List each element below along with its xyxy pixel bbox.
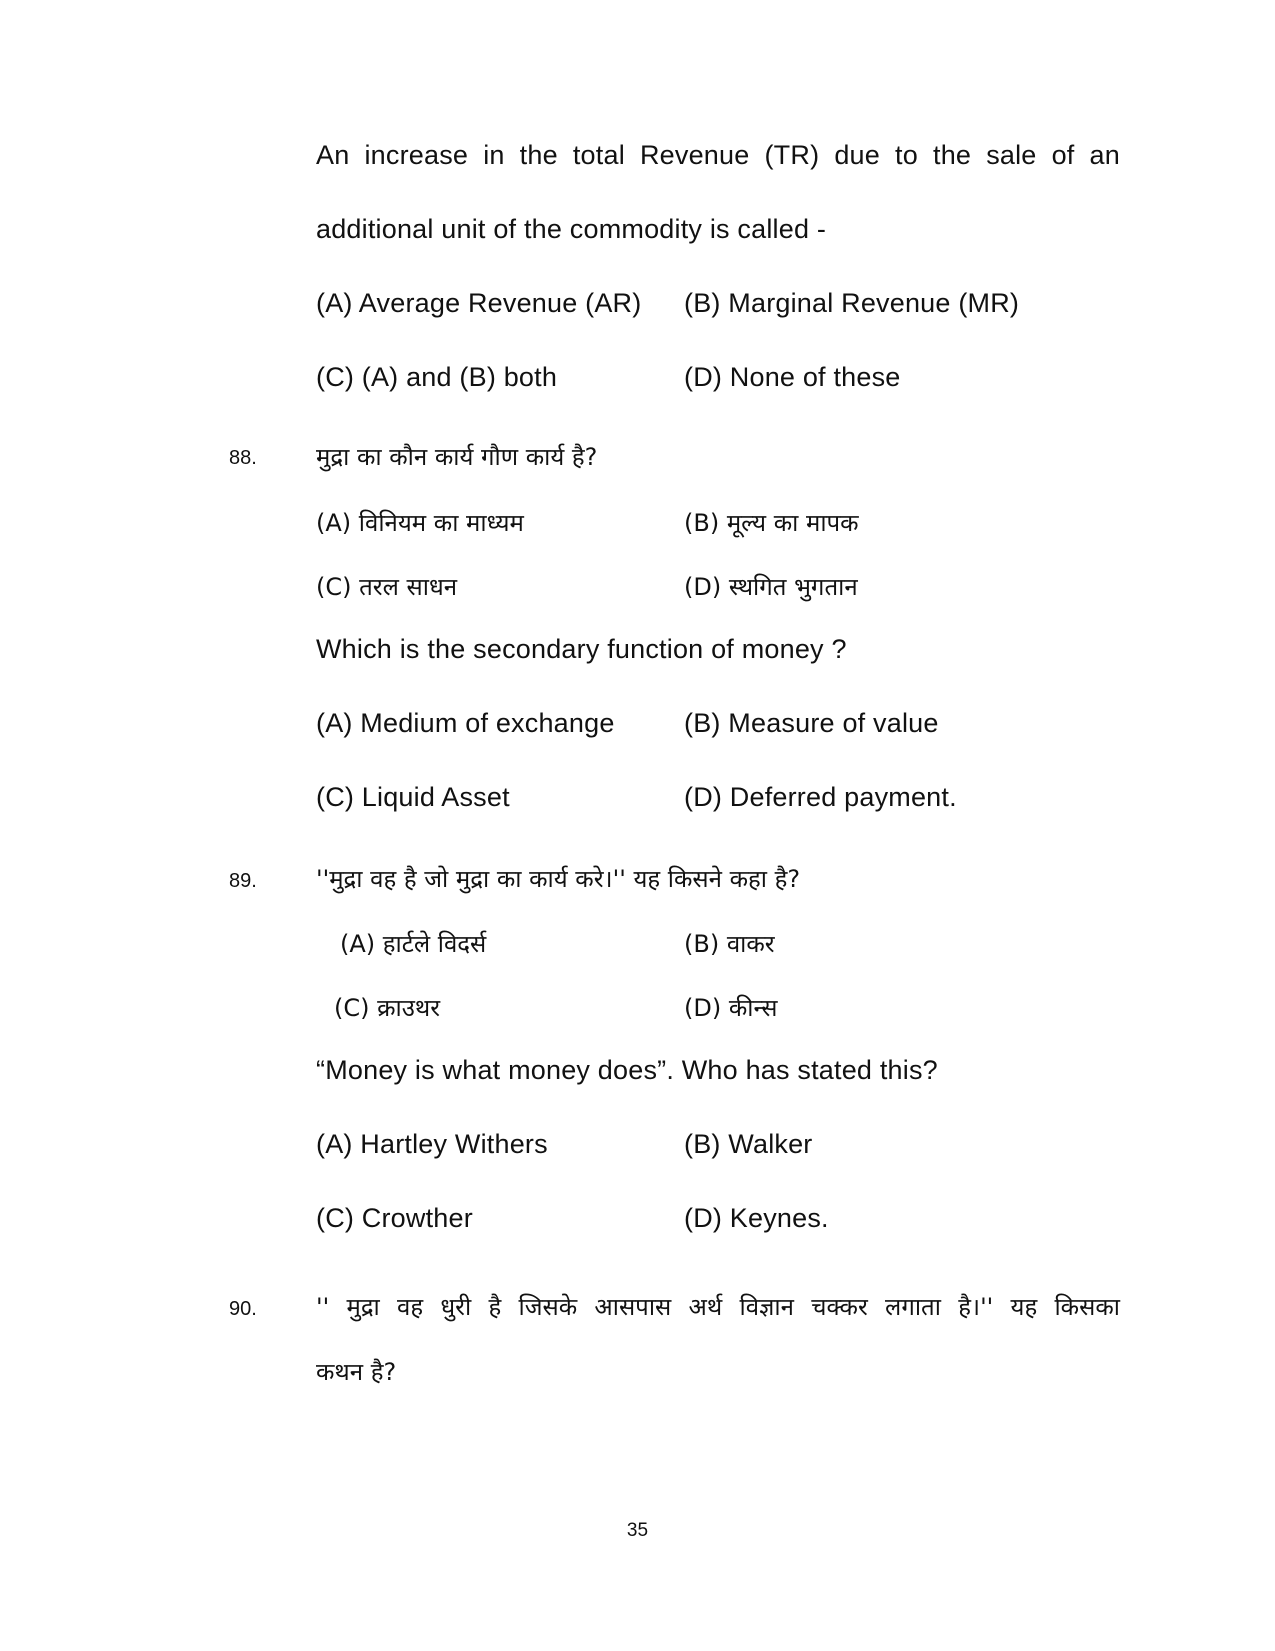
q89-english-option-c: (C) Crowther (316, 1203, 473, 1233)
q87-english-question-line1: An increase in the total Revenue (TR) due to the sale of an (316, 140, 1120, 170)
q90-number: 90. (229, 1298, 257, 1320)
q88-hindi-option-b: (B) मूल्य का मापक (684, 509, 859, 537)
q88-english-option-c: (C) Liquid Asset (316, 782, 510, 812)
q87-option-b: (B) Marginal Revenue (MR) (684, 288, 1020, 318)
q88-hindi-option-a: (A) विनियम का माध्यम (316, 509, 524, 537)
page-number: 35 (626, 1520, 649, 1541)
q89-english-option-a: (A) Hartley Withers (316, 1129, 548, 1159)
q89-hindi-option-b: (B) वाकर (684, 930, 775, 958)
q89-hindi-option-d: (D) कीन्स (684, 994, 778, 1022)
q88-english-option-d: (D) Deferred payment. (684, 782, 957, 812)
q89-english-question: “Money is what money does”. Who has stated this? (316, 1055, 938, 1085)
q89-english-option-d: (D) Keynes. (684, 1203, 829, 1233)
q90-hindi-question-line1: '' मुद्रा वह धुरी है जिसके आसपास अर्थ विज्ञान चक्कर लगाता है।'' यह किसका (316, 1293, 1120, 1321)
q87-option-a: (A) Average Revenue (AR) (316, 288, 642, 318)
q87-english-question-line2: additional unit of the commodity is called - (316, 214, 827, 244)
q90-hindi-question-line2: कथन है? (316, 1358, 397, 1386)
q88-hindi-option-c: (C) तरल साधन (316, 573, 458, 601)
q88-english-option-b: (B) Measure of value (684, 708, 939, 738)
q88-english-question: Which is the secondary function of money ? (316, 634, 847, 664)
q87-option-d: (D) None of these (684, 362, 901, 392)
q89-number: 89. (229, 870, 257, 892)
q88-english-option-a: (A) Medium of exchange (316, 708, 615, 738)
q89-hindi-option-c: (C) क्राउथर (334, 994, 441, 1022)
q88-hindi-option-d: (D) स्थगित भुगतान (684, 573, 858, 601)
q89-hindi-question: ''मुद्रा वह है जो मुद्रा का कार्य करे।'' यह किसने कहा है? (316, 865, 801, 893)
q88-hindi-question: मुद्रा का कौन कार्य गौण कार्य है? (316, 443, 598, 471)
q89-hindi-option-a: (A) हार्टले विदर्स (340, 930, 487, 958)
q88-number: 88. (229, 447, 257, 469)
q89-english-option-b: (B) Walker (684, 1129, 813, 1159)
q87-option-c: (C) (A) and (B) both (316, 362, 558, 392)
